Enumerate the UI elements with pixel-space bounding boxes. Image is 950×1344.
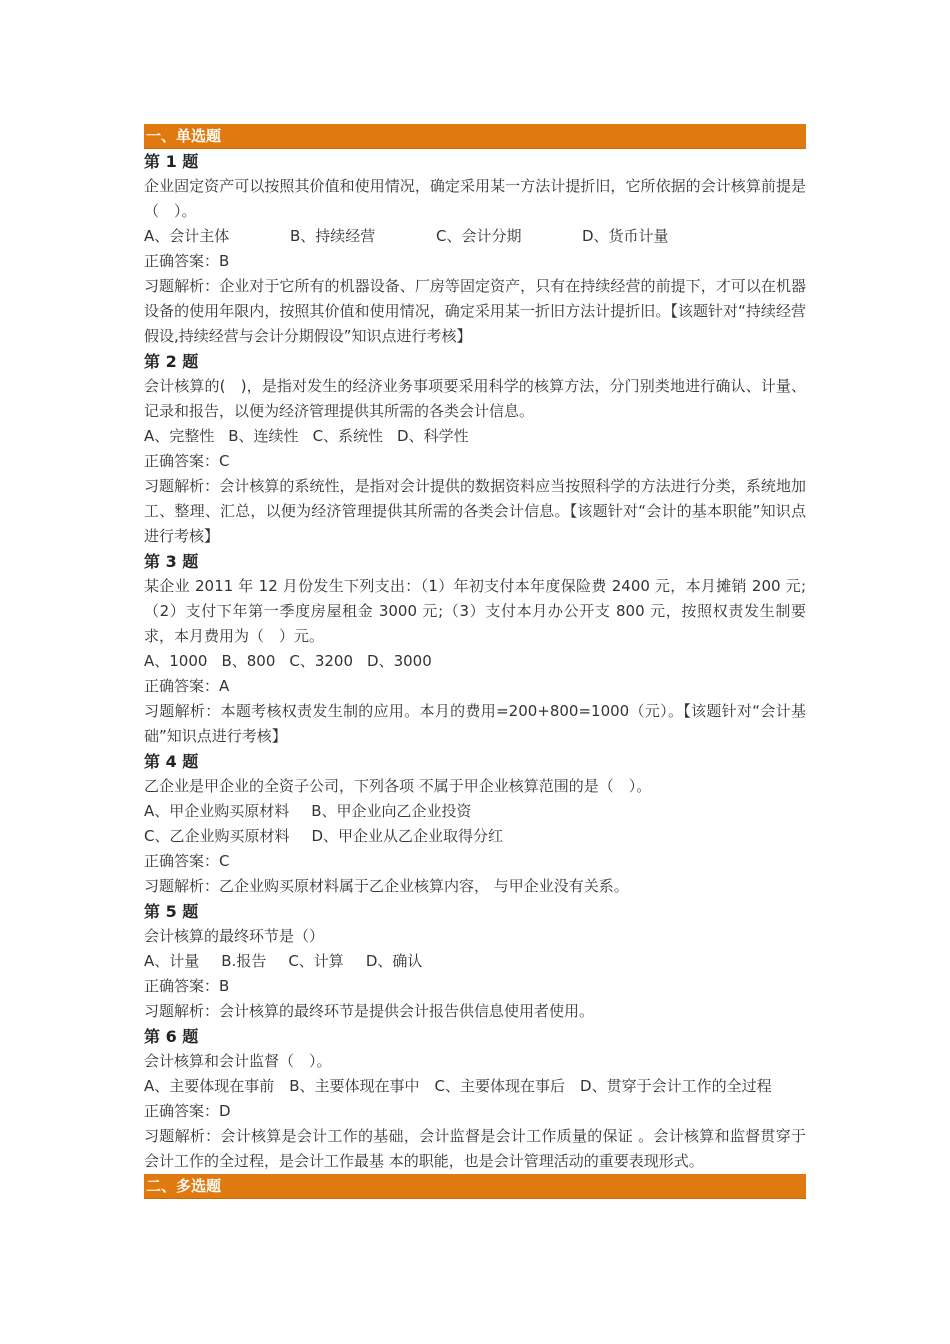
option-a: A、会计主体	[144, 227, 230, 245]
question-1-answer: 正确答案：B	[144, 252, 230, 270]
question-1-stem: 企业固定资产可以按照其价值和使用情况，确定采用某一方法计提折旧，它所依据的会计核算前提是（ ）。	[144, 177, 806, 220]
question-3-options	[144, 649, 806, 674]
option-a: A、1000	[144, 652, 208, 670]
option-b: B、持续经营	[290, 227, 376, 245]
question-4-answer: 正确答案：C	[144, 852, 230, 870]
option-a: A、甲企业购买原材料	[144, 802, 290, 820]
option-d: D、确认	[365, 952, 423, 970]
question-4-options-row-1	[144, 799, 806, 824]
question-2-analysis: 习题解析：会计核算的系统性，是指对会计提供的数据资料应当按照科学的方法进行分类，系统地加工、整理、汇总，以便为经济管理提供其所需的各类会计信息。【该题针对“会计的基本职能”知识点进行考核】	[144, 477, 806, 545]
question-3-stem: 某企业 2011 年 12 月份发生下列支出：（1）年初支付本年度保险费 2400 元，本月摊销 200 元;（2）支付下年第一季度房屋租金 3000 元;（3）支付本月办公开支 800 元，按照权责发生制要求，本月费用为（ ）元。	[144, 577, 806, 645]
question-6-stem: 会计核算和会计监督（ ）。	[144, 1052, 332, 1070]
option-d: D、科学性	[397, 427, 469, 445]
question-2-title: 第 2 题	[144, 352, 199, 371]
question-6-options: A、主要体现在事前 B、主要体现在事中 C、主要体现在事后 D、贯穿于会计工作的全过程	[144, 1077, 772, 1095]
question-6-analysis: 习题解析：会计核算是会计工作的基础，会计监督是会计工作质量的保证 。会计核算和监督贯穿于会计工作的全过程，是会计工作最基 本的职能，也是会计管理活动的重要表现形式。	[144, 1127, 806, 1170]
question-6-title: 第 6 题	[144, 1027, 199, 1046]
option-b: B、甲企业向乙企业投资	[311, 802, 472, 820]
question-4-analysis: 习题解析：乙企业购买原材料属于乙企业核算内容， 与甲企业没有关系。	[144, 877, 629, 895]
section-header-multiple-choice: 二、多选题	[144, 1174, 806, 1199]
option-b: B.报告	[221, 952, 267, 970]
option-c: C、计算	[288, 952, 344, 970]
option-d: D、3000	[367, 652, 432, 670]
question-1-options	[144, 224, 806, 249]
question-1-title: 第 1 题	[144, 152, 199, 171]
question-4-title: 第 4 题	[144, 752, 199, 771]
option-c: C、3200	[289, 652, 354, 670]
option-b: B、800	[221, 652, 276, 670]
option-a: A、计量	[144, 952, 200, 970]
question-4-stem: 乙企业是甲企业的全资子公司，下列各项 不属于甲企业核算范围的是（ ）。	[144, 777, 652, 795]
question-3-answer: 正确答案：A	[144, 677, 230, 695]
question-5-analysis: 习题解析：会计核算的最终环节是提供会计报告供信息使用者使用。	[144, 1002, 595, 1020]
question-4-options-row-2	[144, 824, 806, 849]
section-header-single-choice: 一、单选题	[144, 124, 806, 149]
option-d: D、甲企业从乙企业取得分红	[311, 827, 504, 845]
question-3-analysis: 习题解析：本题考核权责发生制的应用。本月的费用=200+800=1000（元）。【该题针对“会计基础”知识点进行考核】	[144, 702, 806, 745]
question-6-answer: 正确答案：D	[144, 1102, 231, 1120]
option-b: B、连续性	[228, 427, 299, 445]
question-1-analysis: 习题解析：企业对于它所有的机器设备、厂房等固定资产，只有在持续经营的前提下，才可以在机器设备的使用年限内，按照其价值和使用情况，确定采用某一折旧方法计提折旧。【该题针对“持续经营假设,持续经营与会计分期假设”知识点进行考核】	[144, 277, 806, 345]
document-body	[144, 124, 806, 1199]
option-c: C、乙企业购买原材料	[144, 827, 290, 845]
question-5-answer: 正确答案：B	[144, 977, 230, 995]
question-2-options	[144, 424, 806, 449]
question-2-answer: 正确答案：C	[144, 452, 230, 470]
question-2-stem: 会计核算的( )，是指对发生的经济业务事项要采用科学的核算方法，分门别类地进行确认、计量、记录和报告，以便为经济管理提供其所需的各类会计信息。	[144, 377, 806, 420]
option-d: D、货币计量	[582, 227, 669, 245]
question-5-options	[144, 949, 806, 974]
option-a: A、完整性	[144, 427, 215, 445]
question-5-stem: 会计核算的最终环节是（）	[144, 927, 325, 945]
option-c: C、系统性	[312, 427, 384, 445]
question-3-title: 第 3 题	[144, 552, 199, 571]
question-5-title: 第 5 题	[144, 902, 199, 921]
option-c: C、会计分期	[436, 227, 522, 245]
